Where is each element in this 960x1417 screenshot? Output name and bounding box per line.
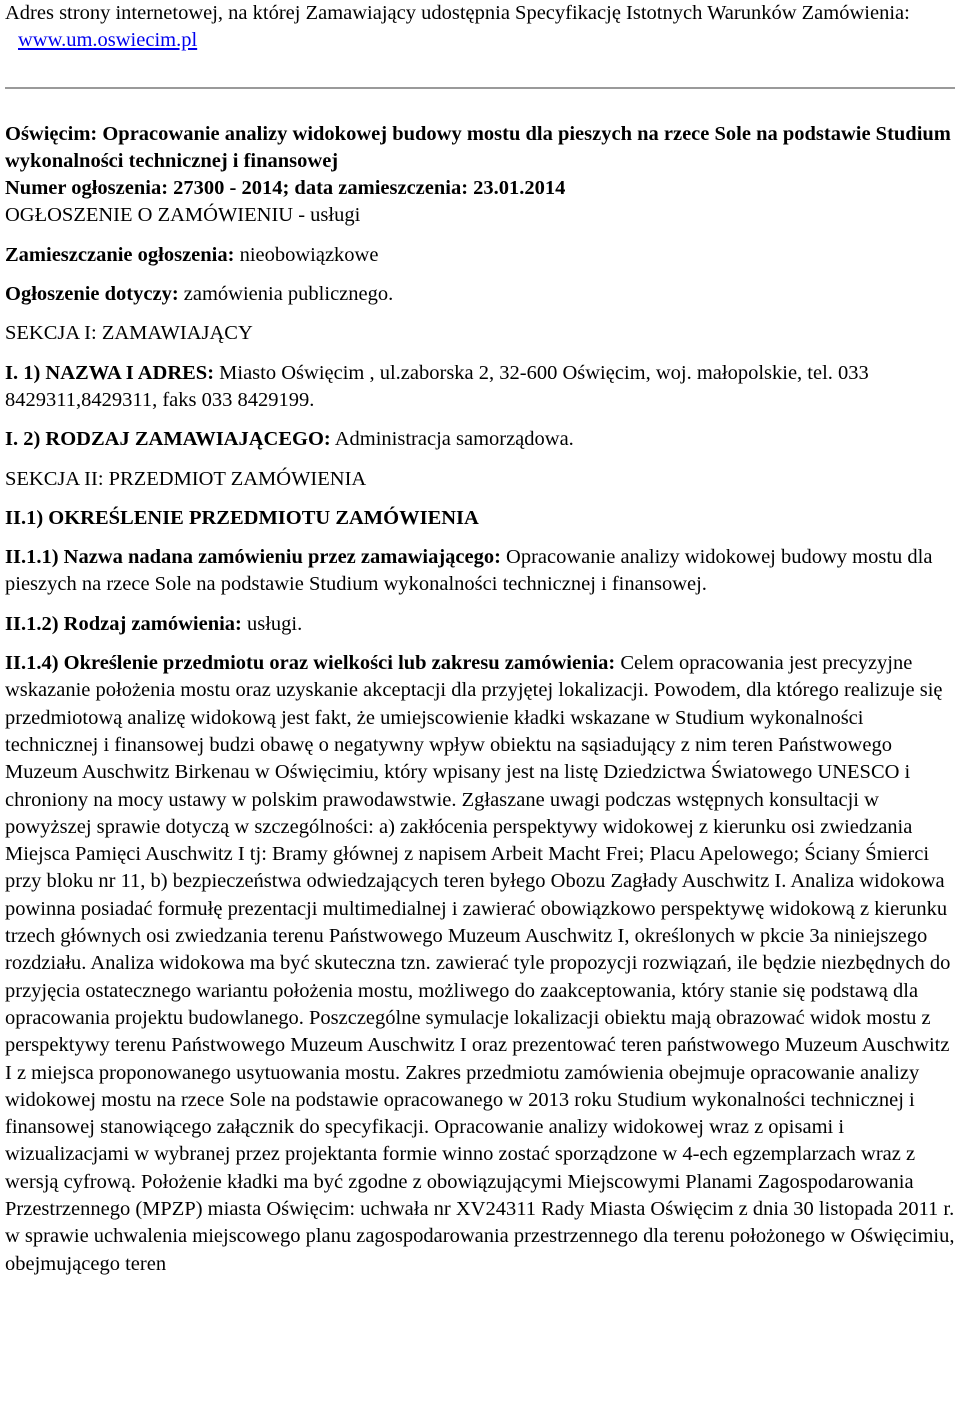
notice-title: Oświęcim: Opracowanie analizy widokowej budowy mostu dla pieszych na rzece Sole na podstawie Studium wykonalności technicznej i finansowej	[5, 122, 951, 172]
notice-title-block	[5, 121, 955, 203]
concerns-field	[5, 281, 955, 308]
horizontal-divider	[5, 87, 955, 89]
order-scope-field	[5, 650, 955, 1278]
authority-name-label: I. 1) NAZWA I ADRES:	[5, 361, 215, 384]
spec-address-intro: Adres strony internetowej, na której Zamawiający udostępnia Specyfikację Istotnych Warunków Zamówienia:	[5, 2, 910, 24]
concerns-label: Ogłoszenie dotyczy:	[5, 283, 179, 306]
order-scope-label: II.1.4) Określenie przedmiotu oraz wielkości lub zakresu zamówienia:	[5, 652, 616, 675]
placement-field	[5, 242, 955, 269]
spec-url-line	[18, 27, 955, 54]
placement-label: Zamieszczanie ogłoszenia:	[5, 243, 235, 266]
order-name-label: II.1.1) Nazwa nadana zamówieniu przez zamawiającego:	[5, 546, 501, 569]
section-1-heading: SEKCJA I: ZAMAWIAJĄCY	[5, 322, 253, 345]
authority-kind-label: I. 2) RODZAJ ZAMAWIAJĄCEGO:	[5, 428, 331, 451]
notice-type: OGŁOSZENIE O ZAMÓWIENIU - usługi	[5, 204, 361, 227]
spec-url-link[interactable]: www.um.oswiecim.pl	[18, 29, 198, 52]
section-2-1-heading	[5, 505, 955, 532]
order-kind-label: II.1.2) Rodzaj zamówienia:	[5, 612, 242, 635]
notice-number-line: Numer ogłoszenia: 27300 - 2014; data zamieszczenia: 23.01.2014	[5, 177, 566, 200]
order-name-field	[5, 544, 955, 599]
contracting-authority-kind	[5, 426, 955, 453]
section-2-heading: SEKCJA II: PRZEDMIOT ZAMÓWIENIA	[5, 467, 367, 490]
section-2-1-heading-text: II.1) OKREŚLENIE PRZEDMIOTU ZAMÓWIENIA	[5, 506, 479, 529]
order-kind-value: usługi.	[241, 612, 303, 635]
order-kind-field	[5, 611, 955, 638]
authority-name-value: Miasto Oświęcim , ul.zaborska 2, 32-600 Oświęcim, woj. małopolskie, tel. 033 8429311,8429311, faks 033 8429199.	[5, 361, 869, 411]
order-name-value: Opracowanie analizy widokowej budowy mostu dla pieszych na rzece Sole na podstawie Studium wykonalności technicznej i finansowej.	[5, 546, 933, 596]
concerns-value: zamówienia publicznego.	[178, 283, 394, 306]
placement-value: nieobowiązkowe	[234, 243, 379, 266]
authority-kind-value: Administracja samorządowa.	[330, 428, 574, 451]
order-scope-value: Celem opracowania jest precyzyjne wskazanie położenia mostu oraz uzyskanie akceptacji dla przyjętej lokalizacji. Powodem, dla którego realizuje się przedmiotową analizę widokową jest fakt, że umiejscowienie kładki wskazane w Studium wykonalności technicznej i finansowej budzi obawę o negatywny wpływ obiektu na sąsiadujący z nim teren Państwowego Muzeum Auschwitz Birkenau w Oświęcimiu, który wpisany jest na listę Dziedzictwa Światowego UNESCO i chroniony na mocy ustawy w polskim prawodawstwie. Zgłaszane uwagi podczas wstępnych konsultacji w powyższej sprawie dotyczą w szczególności: a) zakłócenia perspektywy widokowej z kierunku osi zwiedzania Miejsca Pamięci Auschwitz I tj: Bramy głównej z napisem Arbeit Macht Frei; Placu Apelowego; Ściany Śmierci przy bloku nr 11, b) bezpieczeństwa odwiedzających teren byłego Obozu Zagłady Auschwitz I. Analiza widokowa powinna posiadać formułę prezentacji multimedialnej i zawierać obowiązkowo perspektywę widokową z kierunku trzech głównych osi zwiedzania terenu Państwowego Muzeum Auschwitz I, określonych w pkcie 3a niniejszego rozdziału. Analiza widokowa ma być skuteczna tzn. zawierać tyle propozycji rozwiązań, ile będzie niezbędnych do przyjęcia ostatecznego wariantu położenia mostu, możliwego do zaakceptowania, który stanie się podstawą dla opracowania projektu budowlanego. Poszczególne symulacje lokalizacji obiektu mają obrazować widok mostu z perspektywy terenu Państwowego Muzeum Auschwitz I oraz prezentować teren państwowego Muzeum Auschwitz I z miejsca proponowanego usytuowania mostu. Zakres przedmiotu zamówienia obejmuje opracowanie analizy widokowej mostu na rzece Sole na podstawie opracowanego w 2013 roku Studium wykonalności technicznej i finansowej stanowiącego załącznik do specyfikacji. Opracowanie analizy widokowej wraz z opisami i wizualizacjami w wybranej przez projektanta formie winno zostać sporządzone w 4-ech egzemplarzach wraz z wersją cyfrową. Położenie kładki ma być zgodne z obowiązującymi Miejscowymi Planami Zagospodarowania Przestrzennego (MPZP) miasta Oświęcim: uchwała nr XV24311 Rady Miasta Oświęcim z dnia 30 listopada 2011 r. w sprawie uchwalenia miejscowego planu zagospodarowania przestrzennego dla terenu położonego w Oświęcimiu, obejmującego teren	[5, 652, 955, 1275]
contracting-authority-name	[5, 360, 955, 415]
